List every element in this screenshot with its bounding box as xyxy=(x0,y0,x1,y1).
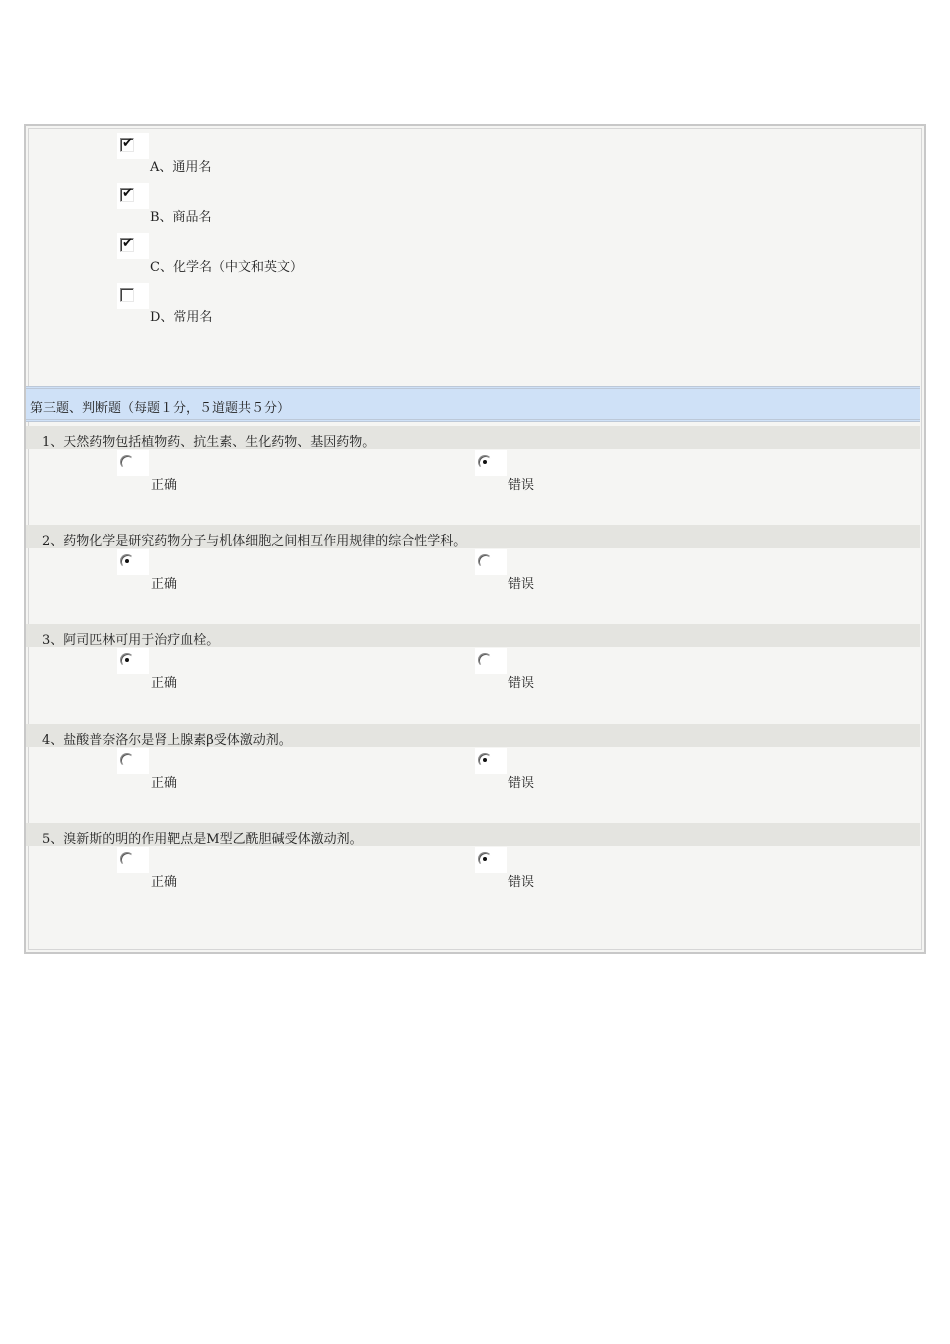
question-bar-5 xyxy=(26,823,920,846)
question-bar-3 xyxy=(26,624,920,647)
radio-selected-dot xyxy=(125,559,129,563)
option-a-checkbox[interactable] xyxy=(120,138,134,152)
section-title: 第三题、判断题（每题１分，５道题共５分） xyxy=(30,401,291,416)
q4-false-label: 错误 xyxy=(508,776,535,791)
q4-true-radio[interactable] xyxy=(120,753,134,767)
q1-true-radio[interactable] xyxy=(120,455,134,469)
q3-true-radio[interactable] xyxy=(120,653,134,667)
radio-selected-dot xyxy=(483,857,487,861)
checkmark-icon: ✔ xyxy=(122,136,133,151)
checkmark-icon: ✔ xyxy=(122,186,133,201)
question-text-1: 1、天然药物包括植物药、抗生素、生化药物、基因药物。 xyxy=(42,435,376,450)
option-d-checkbox[interactable] xyxy=(120,288,134,302)
checkmark-icon: ✔ xyxy=(122,236,133,251)
q3-false-label: 错误 xyxy=(508,676,535,691)
question-bar-2 xyxy=(26,525,920,548)
question-text-4: 4、盐酸普奈洛尔是肾上腺素β受体激动剂。 xyxy=(42,733,292,748)
q2-true-radio[interactable] xyxy=(120,554,134,568)
question-bar-4 xyxy=(26,724,920,747)
q5-false-label: 错误 xyxy=(508,875,535,890)
q3-false-radio[interactable] xyxy=(478,653,492,667)
option-b-checkbox[interactable] xyxy=(120,188,134,202)
q5-true-label: 正确 xyxy=(151,875,178,890)
q4-true-label: 正确 xyxy=(151,776,178,791)
option-c-label: C、化学名（中文和英文） xyxy=(150,260,303,275)
quiz-frame xyxy=(24,124,926,954)
option-b-label: B、商品名 xyxy=(150,210,212,225)
radio-selected-dot xyxy=(483,460,487,464)
q2-true-label: 正确 xyxy=(151,577,178,592)
question-text-2: 2、药物化学是研究药物分子与机体细胞之间相互作用规律的综合性学科。 xyxy=(42,534,467,549)
radio-selected-dot xyxy=(483,758,487,762)
q2-false-radio[interactable] xyxy=(478,554,492,568)
q1-true-label: 正确 xyxy=(151,478,178,493)
question-text-5: 5、溴新斯的明的作用靶点是M型乙酰胆碱受体激动剂。 xyxy=(42,832,363,847)
q2-false-label: 错误 xyxy=(508,577,535,592)
q3-true-label: 正确 xyxy=(151,676,178,691)
q1-false-radio[interactable] xyxy=(478,455,492,469)
option-d-label: D、常用名 xyxy=(150,310,213,325)
q4-false-radio[interactable] xyxy=(478,753,492,767)
option-c-checkbox[interactable] xyxy=(120,238,134,252)
q5-false-radio[interactable] xyxy=(478,852,492,866)
option-a-label: A、通用名 xyxy=(150,160,212,175)
question-bar-1 xyxy=(26,426,920,449)
q1-false-label: 错误 xyxy=(508,478,535,493)
radio-selected-dot xyxy=(125,658,129,662)
q5-true-radio[interactable] xyxy=(120,852,134,866)
section-header xyxy=(26,386,920,422)
question-text-3: 3、阿司匹林可用于治疗血栓。 xyxy=(42,633,220,648)
